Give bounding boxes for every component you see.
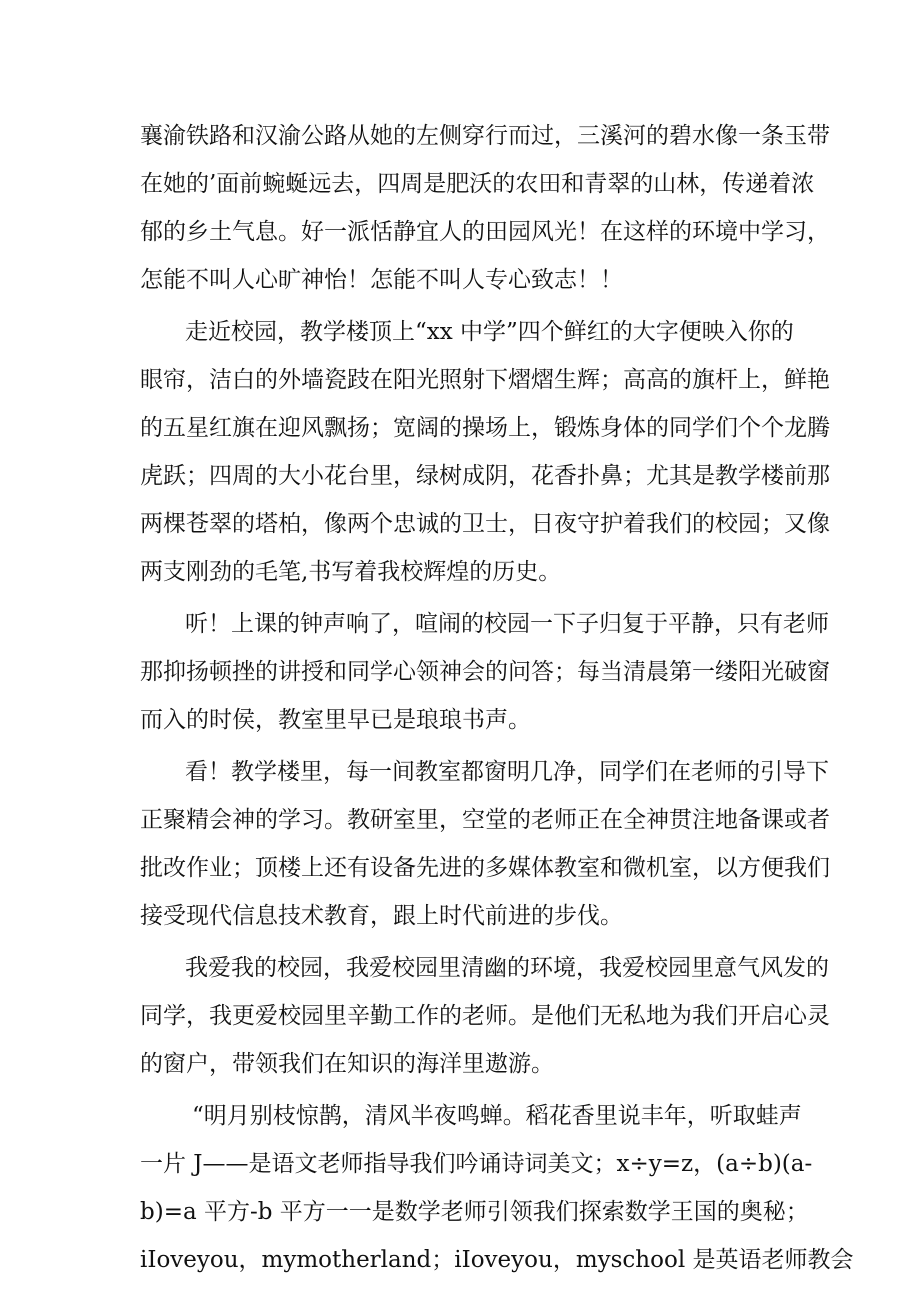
paragraph-line: 两棵苍翠的塔柏，像两个忠诚的卫士，日夜守护着我们的校园；又像 <box>140 511 830 537</box>
document-body <box>140 112 854 1284</box>
paragraph-line: 而入的时侯，教室里早已是琅琅书声。 <box>140 707 531 733</box>
paragraph-line: 我爱我的校园，我爱校园里清幽的环境，我爱校园里意气风发的 <box>185 955 829 981</box>
paragraph-line: 在她的’面前蜿蜒远去，四周是肥沃的农田和青翠的山林，传递着浓 <box>140 171 815 197</box>
paragraph-6 <box>140 1092 854 1284</box>
paragraph-line: 怎能不叫人心旷神怡！怎能不叫人专心致志！！ <box>140 267 623 293</box>
paragraph-3 <box>140 600 830 744</box>
paragraph-line: 两支刚劲的毛笔,书写着我校辉煌的历史。 <box>140 559 562 585</box>
paragraph-line: 襄渝铁路和汉渝公路从她的左侧穿行而过，三溪河的碧水像一条玉带 <box>140 123 830 149</box>
paragraph-line: 同学，我更爱校园里辛勤工作的老师。是他们无私地为我们开启心灵 <box>140 1003 830 1029</box>
paragraph-line: 一片 J——是语文老师指导我们吟诵诗词美文；x÷y=z，(a÷b)(a- <box>140 1151 813 1177</box>
paragraph-line: 听！上课的钟声响了，喧闹的校园一下子归复于平静，只有老师 <box>185 611 829 637</box>
paragraph-line: “明月别枝惊鹊，清风半夜鸣蝉。稻花香里说丰年，听取蛙声 <box>192 1103 802 1129</box>
paragraph-1 <box>140 112 830 304</box>
paragraph-line: 那抑扬顿挫的讲授和同学心领神会的问答；每当清晨第一缕阳光破窗 <box>140 659 830 685</box>
paragraph-5 <box>140 944 830 1088</box>
paragraph-line: 走近校园，教学楼顶上“xx 中学”四个鲜红的大字便映入你的 <box>185 319 794 345</box>
paragraph-line: 正聚精会神的学习。教研室里，空堂的老师正在全神贯注地备课或者 <box>140 807 830 833</box>
paragraph-line: 接受现代信息技术教育，跟上时代前进的步伐。 <box>140 903 623 929</box>
paragraph-4 <box>140 748 830 940</box>
paragraph-line: b)=a 平方-b 平方一一是数学老师引领我们探索数学王国的奥秘； <box>140 1199 809 1225</box>
paragraph-line: 的窗户，带领我们在知识的海洋里遨游。 <box>140 1051 554 1077</box>
paragraph-line: 看！教学楼里，每一间教室都窗明几净，同学们在老师的引导下 <box>185 759 829 785</box>
paragraph-2 <box>140 308 830 596</box>
paragraph-line: 的五星红旗在迎风飘扬；宽阔的操场上，锻炼身体的同学们个个龙腾 <box>140 415 830 441</box>
paragraph-line: 虎跃；四周的大小花台里，绿树成阴，花香扑鼻；尤其是教学楼前那 <box>140 463 830 489</box>
paragraph-line: iIoveyou，mymotherland；iIoveyou，myschool 是英语老师教会 <box>140 1247 854 1273</box>
paragraph-line: 眼帘，洁白的外墙瓷跂在阳光照射下熠熠生辉；高高的旗杆上，鲜艳 <box>140 367 830 393</box>
paragraph-line: 郁的乡土气息。好一派恬静宜人的田园风光！在这样的环境中学习， <box>140 219 830 245</box>
paragraph-line: 批改作业；顶楼上还有设备先进的多媒体教室和微机室，以方便我们 <box>140 855 830 881</box>
